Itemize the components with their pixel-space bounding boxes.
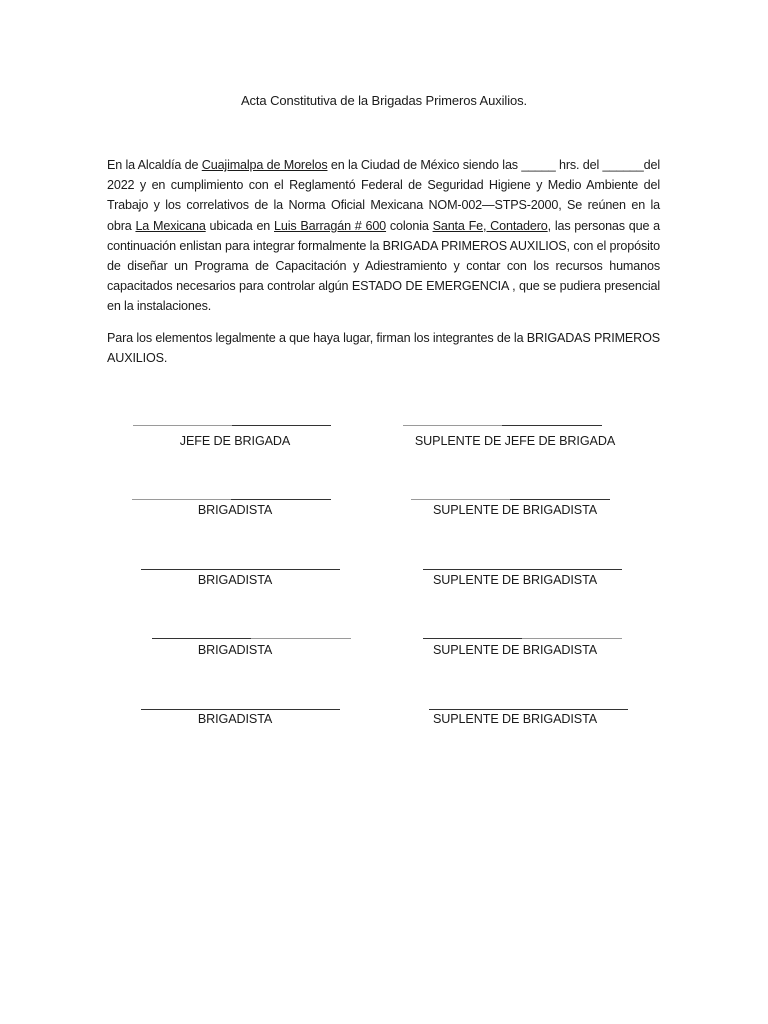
document-title: Acta Constitutiva de la Brigadas Primeros Auxilios. xyxy=(240,93,528,108)
signature-line xyxy=(232,425,331,426)
signature-line xyxy=(510,499,610,500)
intro-text-1: En la Alcaldía de xyxy=(107,158,202,172)
signature-label: SUPLENTE DE BRIGADISTA xyxy=(432,712,598,726)
signature-line xyxy=(423,638,523,639)
intro-text-4: colonia xyxy=(386,218,433,233)
obra-address: Luis Barragán # 600 xyxy=(274,218,387,233)
signature-line xyxy=(403,425,503,426)
signature-label: JEFE DE BRIGADA xyxy=(179,434,291,448)
signature-label: SUPLENTE DE JEFE DE BRIGADA xyxy=(414,434,616,448)
alcaldia-name: Cuajimalpa de Morelos xyxy=(201,158,328,172)
signature-label: BRIGADISTA xyxy=(197,712,273,726)
signature-label: BRIGADISTA xyxy=(197,643,273,657)
signature-label: BRIGADISTA xyxy=(197,503,273,517)
signature-line xyxy=(141,569,340,570)
signature-line xyxy=(429,709,628,710)
signature-label: SUPLENTE DE BRIGADISTA xyxy=(432,573,598,587)
signature-line xyxy=(132,499,232,500)
signature-line xyxy=(502,425,602,426)
signature-line xyxy=(231,499,331,500)
signature-label: BRIGADISTA xyxy=(197,573,273,587)
signature-label: SUPLENTE DE BRIGADISTA xyxy=(432,643,598,657)
obra-name: La Mexicana xyxy=(135,218,206,233)
paragraph-intro xyxy=(107,155,660,317)
paragraph-signatories: Para los elementos legalmente a que haya lugar, firman los integrantes de la BRIGADAS PRIMEROS AUXILIOS. xyxy=(107,331,660,366)
signature-line xyxy=(152,638,252,639)
intro-text-5: , las personas que a continuación enlistan para integrar formalmente la BRIGADA PRIMEROS AUXILIOS, con el propósito de diseñar un Programa de Capacitación y Adiestramiento y contar con los recursos humanos capacitados necesarios para controlar algún ESTADO DE EMERGENCIA , que se pudiera presencial en la instalaciones. xyxy=(107,218,661,314)
intro-text-3: ubicada en xyxy=(205,218,274,233)
signature-label: SUPLENTE DE BRIGADISTA xyxy=(432,503,598,517)
signature-line xyxy=(133,425,233,426)
signature-line xyxy=(522,638,622,639)
signature-line xyxy=(423,569,622,570)
signature-line xyxy=(251,638,351,639)
intro-text-2: en la Ciudad de México siendo las _____ hrs. del ______del 2022 y en cumplimiento con el Reglamentó Federal de Seguridad Higiene y Medio Ambiente del Trabajo y los correlativos de la Norma Oficial Mexicana NOM-002—STPS-2000, Se reúnen en la obra xyxy=(107,158,660,233)
signature-line xyxy=(141,709,340,710)
signature-line xyxy=(411,499,511,500)
colonia-name: Santa Fe, Contadero xyxy=(432,218,548,233)
